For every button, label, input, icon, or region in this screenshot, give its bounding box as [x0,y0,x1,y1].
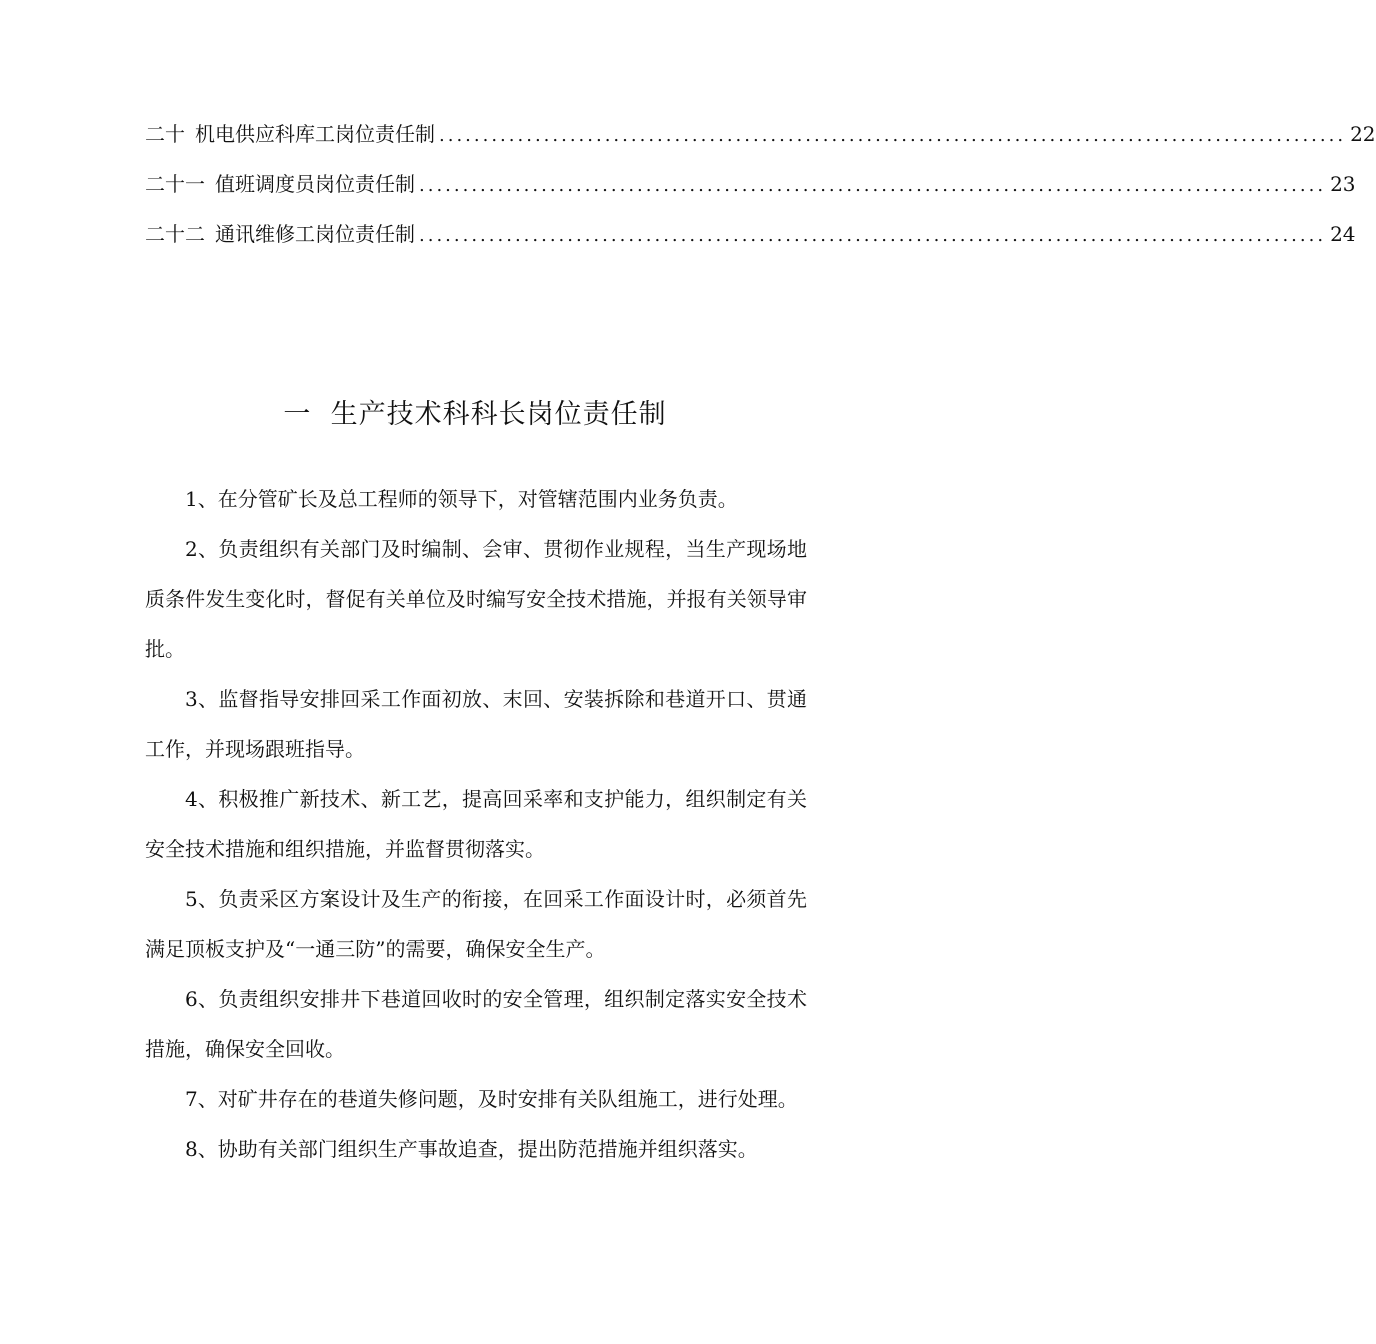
duty-paragraph: 5、负责采区方案设计及生产的衔接，在回采工作面设计时，必须首先满足顶板支护及“一通三防”的需要，确保安全生产。 [145,887,807,961]
toc-entry-page: 22 [1350,122,1376,146]
toc-leader-dots: ........................................................................................................ [419,225,1327,246]
toc-entry[interactable] [145,218,1356,268]
toc-entry-page: 23 [1330,172,1356,196]
duty-paragraph: 1、在分管矿长及总工程师的领导下，对管辖范围内业务负责。 [185,487,738,511]
duty-paragraph: 3、监督指导安排回采工作面初放、末回、安装拆除和巷道开口、贯通工作，并现场跟班指导。 [145,687,807,761]
duty-paragraph: 4、积极推广新技术、新工艺，提高回采率和支护能力，组织制定有关安全技术措施和组织措施，并监督贯彻落实。 [145,787,807,861]
toc-entry-number: 二十一 [145,172,205,196]
toc-entry[interactable] [145,168,1356,218]
section-heading [0,392,950,431]
table-of-contents [145,118,1376,268]
toc-leader-dots: ........................................................................................................ [419,175,1327,196]
toc-entry-title: 通讯维修工岗位责任制 [215,222,415,246]
section-number: 一 [283,399,312,430]
toc-leader-dots: ........................................................................................................ [439,125,1347,146]
duty-paragraph: 2、负责组织有关部门及时编制、会审、贯彻作业规程，当生产现场地质条件发生变化时，督促有关单位及时编写安全技术措施，并报有关领导审批。 [145,537,807,661]
duty-paragraph: 6、负责组织安排井下巷道回收时的安全管理，组织制定落实安全技术措施，确保安全回收。 [145,987,807,1061]
toc-entry-page: 24 [1330,222,1356,246]
toc-entry[interactable] [145,118,1376,168]
duty-paragraph: 7、对矿井存在的巷道失修问题，及时安排有关队组施工，进行处理。 [185,1087,798,1111]
toc-entry-number: 二十 [145,122,185,146]
section-body [145,474,807,1174]
section-title: 生产技术科科长岗位责任制 [330,399,667,430]
toc-entry-number: 二十二 [145,222,205,246]
duty-paragraph: 8、协助有关部门组织生产事故追查，提出防范措施并组织落实。 [185,1137,758,1161]
toc-entry-title: 值班调度员岗位责任制 [215,172,415,196]
toc-entry-title: 机电供应科库工岗位责任制 [195,122,435,146]
